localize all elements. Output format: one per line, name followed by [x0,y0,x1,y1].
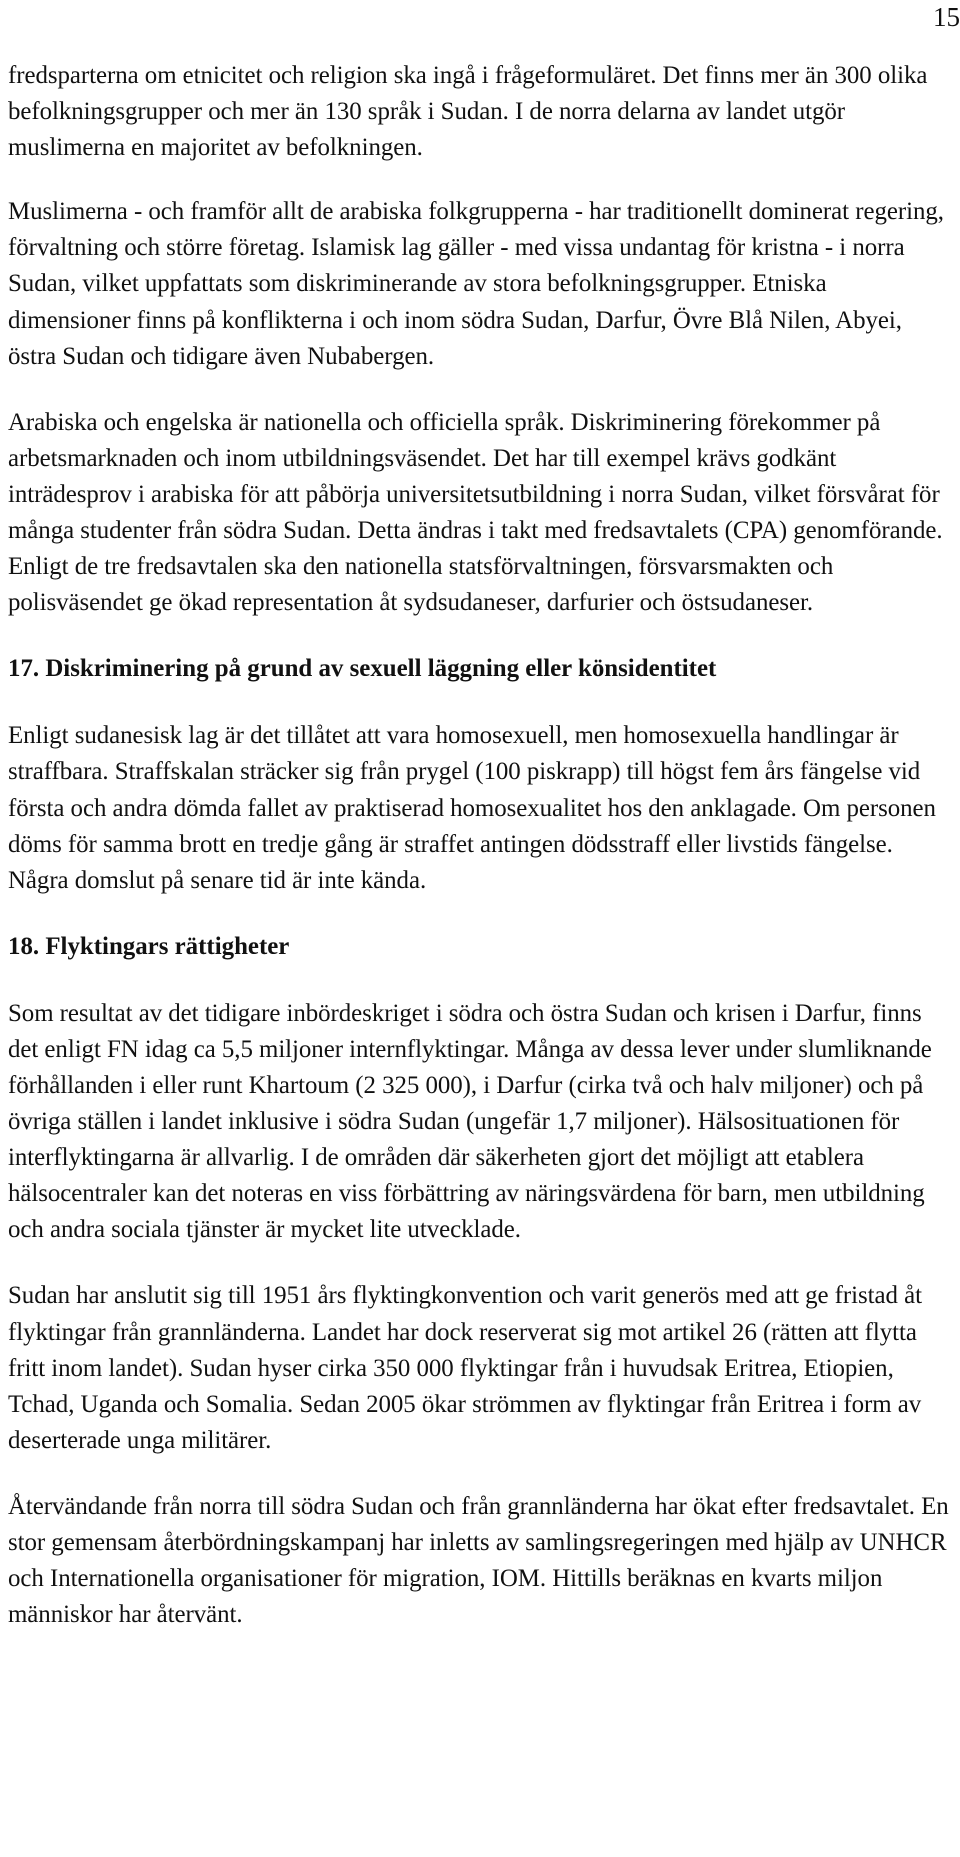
section-17-heading: 17. Diskriminering på grund av sexuell läggning eller könsidentitet [8,655,717,683]
section-18-paragraph-refugee-convention: Sudan har anslutit sig till 1951 års flyktingkonvention och varit generös med att ge fristad åt flyktingar från grannländerna. Landet har dock reserverat sig mot artikel 26 (rätten att flytta fritt inom landet). Sudan hyser cirka 350 000 flyktingar från i huvudsak Eritrea, Etiopien, Tchad, Uganda och Somalia. Sedan 2005 ökar strömmen av flyktingar från Eritrea i form av deserterade unga militärer. [8,1282,922,1454]
paragraph-muslim-dominance: Muslimerna - och framför allt de arabiska folkgrupperna - har traditionellt dominerat regering, förvaltning och större företag. Islamisk lag gäller - med vissa undantag för kristna - i norra Sudan, vilket uppfattats som diskriminerande av stora befolkningsgrupper. Etniska dimensioner finns på konflikterna i och inom södra Sudan, Darfur, Övre Blå Nilen, Abyei, östra Sudan och tidigare även Nubabergen. [8,198,944,370]
section-18-paragraph-returns: Återvändande från norra till södra Sudan och från grannländerna har ökat efter fredsavtalet. En stor gemensam återbördningskampanj har inletts av samlingsregeringen med hjälp av UNHCR och Internationella organisationer för migration, IOM. Hittills beräknas en kvarts miljon människor har återvänt. [8,1492,949,1629]
section-17-paragraph: Enligt sudanesisk lag är det tillåtet att vara homosexuell, men homosexuella handlingar är straffbara. Straffskalan sträcker sig från prygel (100 piskrapp) till högst fem års fängelse vid första och andra dömda fallet av praktiserad homosexualitet hos den anklagade. Om personen döms för samma brott en tredje gång är straffet antingen dödsstraff eller livstids fängelse. Några domslut på senare tid är inte kända. [8,722,936,894]
paragraph-intro-religion: fredsparterna om etnicitet och religion ska ingå i frågeformuläret. Det finns mer än 300 olika befolkningsgrupper och mer än 130 språk i Sudan. I de norra delarna av landet utgör muslimerna en majoritet av befolkningen. [8,62,928,162]
page-number: 15 [933,2,960,32]
document-body [8,58,953,1633]
section-18-heading: 18. Flyktingars rättigheter [8,932,290,960]
section-18-paragraph-idps: Som resultat av det tidigare inbördeskriget i södra och östra Sudan och krisen i Darfur, finns det enligt FN idag ca 5,5 miljoner internflyktingar. Många av dessa lever under slumliknande förhållanden i eller runt Khartoum (2 325 000), i Darfur (cirka två och halv miljoner) och på övriga ställen i landet inklusive i södra Sudan (ungefär 1,7 miljoner). Hälsosituationen för interflyktingarna är allvarlig. I de områden där säkerheten gjort det möjligt att etablera hälsocentraler kan det noteras en viss förbättring av näringsvärdena för barn, men utbildning och andra sociala tjänster är mycket lite utvecklade. [8,999,932,1244]
paragraph-languages: Arabiska och engelska är nationella och officiella språk. Diskriminering förekommer på arbetsmarknaden och inom utbildningsväsendet. Det har till exempel krävs godkänt inträdesprov i arabiska för att påbörja universitetsutbildning i norra Sudan, vilket försvårat för många studenter från södra Sudan. Detta ändras i takt med fredsavtalets (CPA) genomförande. Enligt de tre fredsavtalen ska den nationella statsförvaltningen, försvarsmakten och polisväsendet ge ökad representation åt sydsudaneser, darfurier och östsudaneser. [8,408,943,617]
